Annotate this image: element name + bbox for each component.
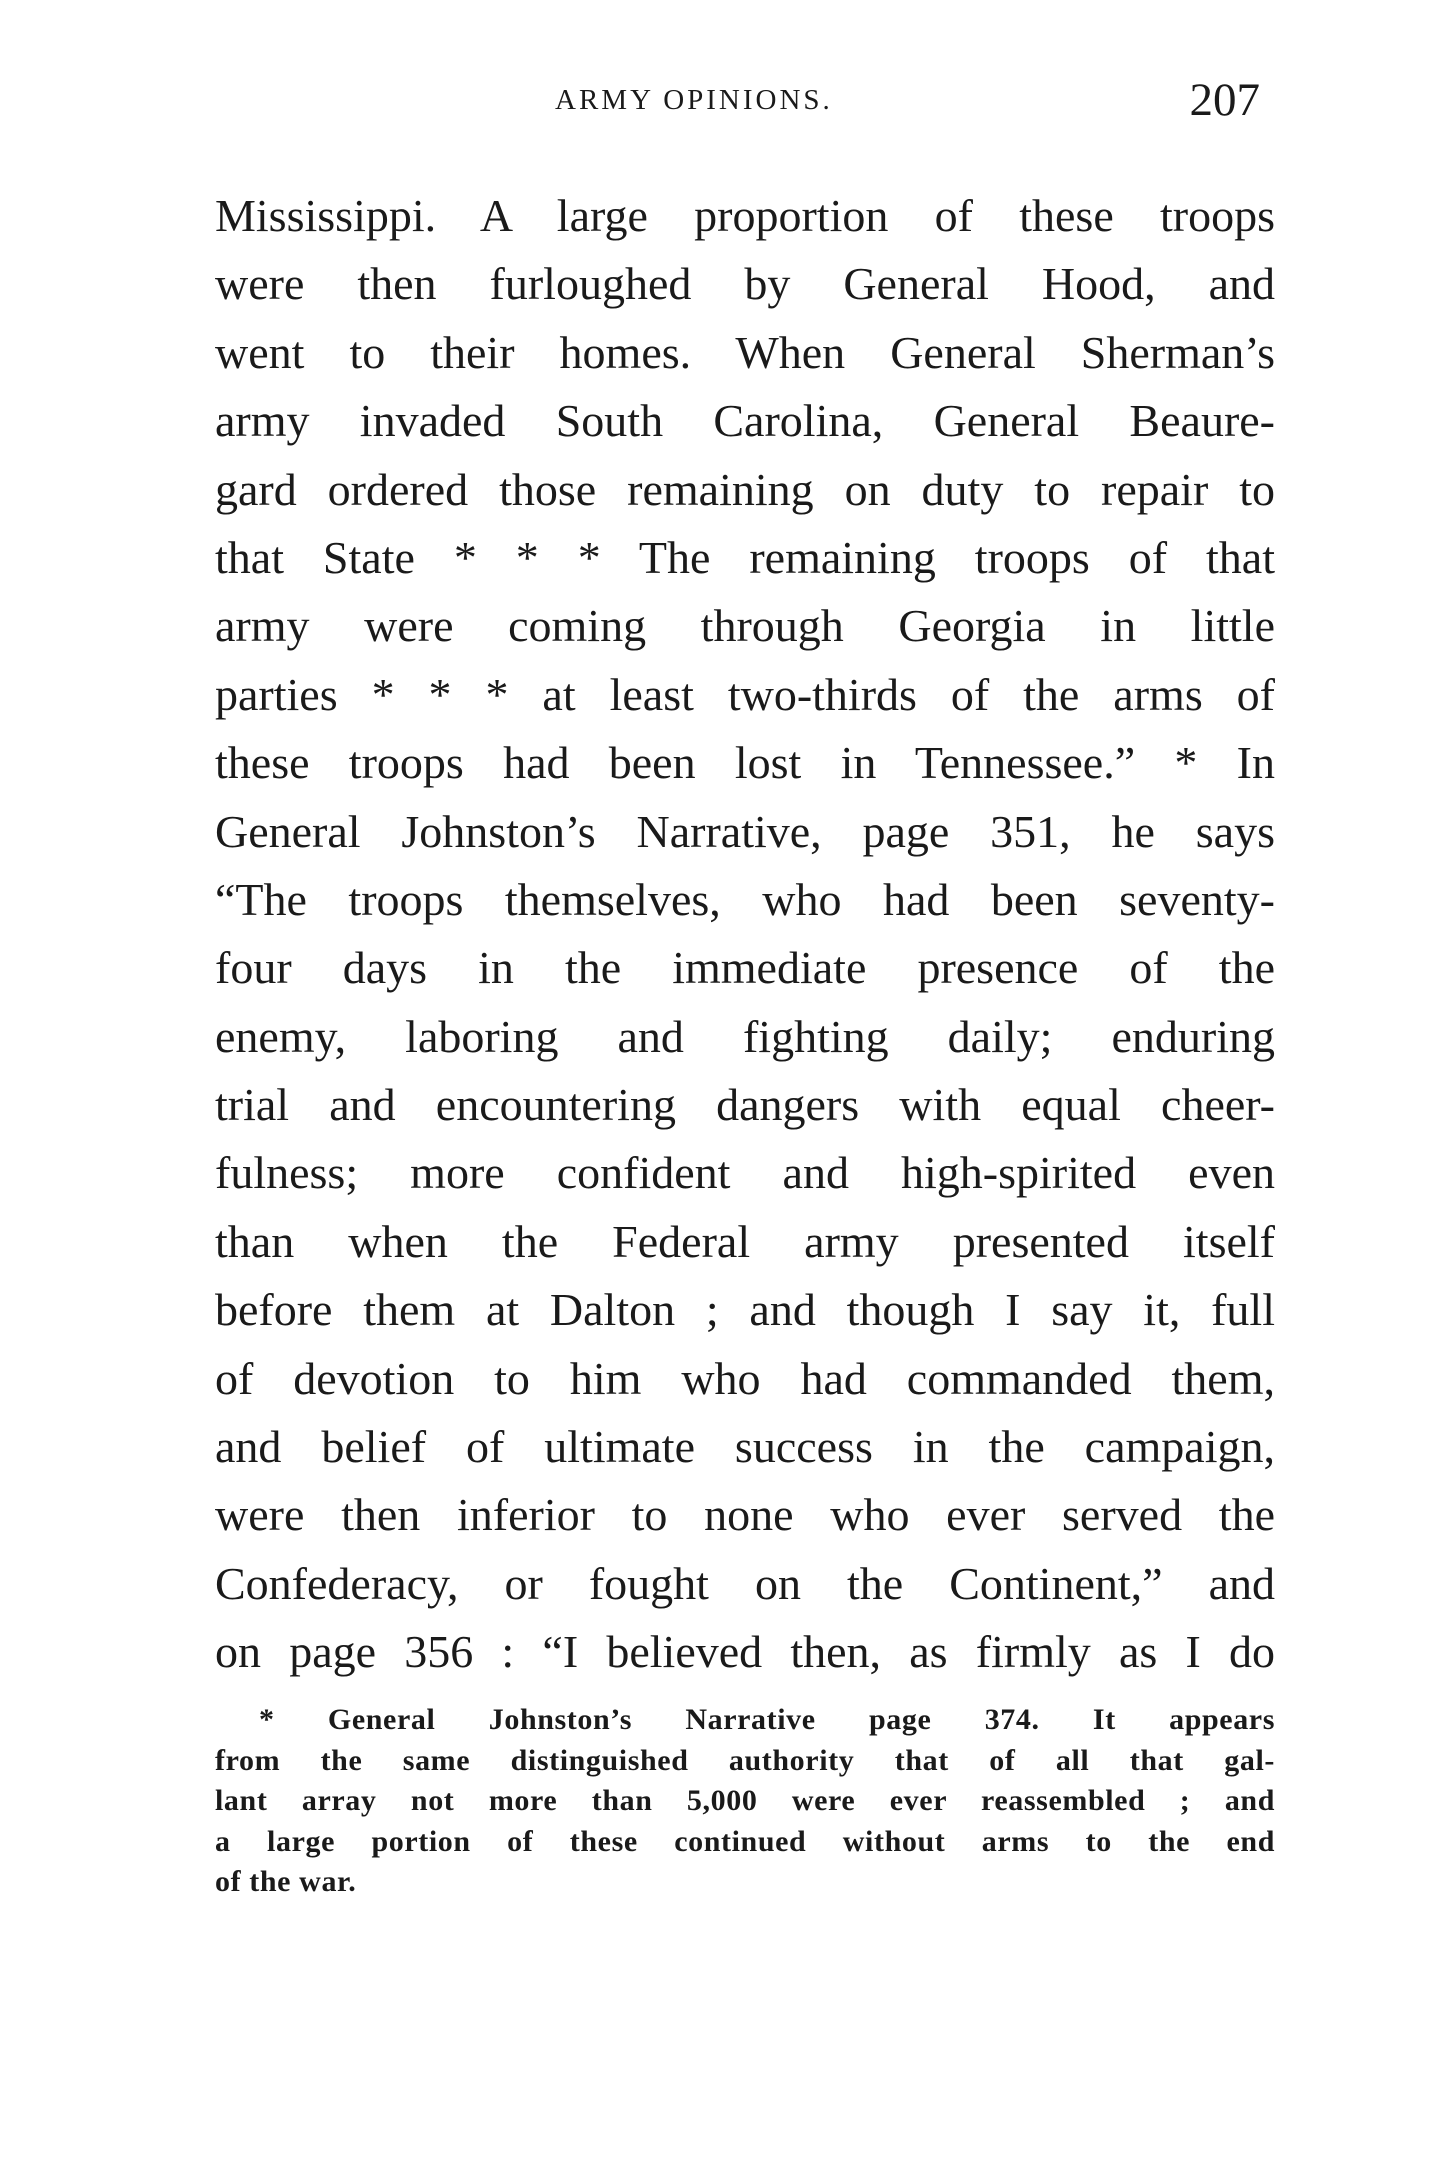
body-line: these troops had been lost in Tennessee.” * In: [215, 737, 1275, 789]
body-line: that State * * * The remaining troops of that: [215, 531, 1275, 583]
body-line: General Johnston’s Narrative, page 351, he says: [215, 805, 1275, 857]
body-line: army invaded South Carolina, General Beaure-: [215, 395, 1275, 447]
footnote-line: lant array not more than 5,000 were ever reassembled ; and: [215, 1784, 1275, 1818]
body-text: [215, 182, 1275, 1687]
body-line: on page 356 : “I believed then, as firmly as I do: [215, 1626, 1275, 1678]
running-head: ARMY OPINIONS.: [555, 84, 833, 116]
footnote-line: of the war.: [215, 1865, 357, 1899]
body-line: before them at Dalton ; and though I say it, full: [215, 1284, 1275, 1336]
body-line: fulness; more confident and high-spirited even: [215, 1147, 1275, 1199]
body-line: gard ordered those remaining on duty to repair to: [215, 463, 1275, 515]
footnote-line: from the same distinguished authority that of all that gal-: [215, 1743, 1275, 1777]
page-number: 207: [1189, 74, 1260, 126]
body-line: enemy, laboring and fighting daily; enduring: [215, 1010, 1275, 1062]
body-line: were then inferior to none who ever served the: [215, 1489, 1275, 1541]
body-line: trial and encountering dangers with equal cheer-: [215, 1079, 1275, 1131]
body-line: four days in the immediate presence of the: [215, 942, 1275, 994]
body-line: parties * * * at least two-thirds of the arms of: [215, 668, 1275, 720]
footnote-line: * General Johnston’s Narrative page 374. It appears: [259, 1703, 1275, 1736]
body-line: Mississippi. A large proportion of these troops: [215, 190, 1275, 241]
footnote-line: a large portion of these continued without arms to the end: [215, 1824, 1275, 1858]
body-line: of devotion to him who had commanded them,: [215, 1352, 1275, 1404]
body-line: Confederacy, or fought on the Continent,” and: [215, 1557, 1275, 1609]
body-line: and belief of ultimate success in the campaign,: [215, 1421, 1275, 1473]
footnote: [215, 1700, 1275, 1903]
body-line: army were coming through Georgia in little: [215, 600, 1275, 652]
body-line: “The troops themselves, who had been seventy-: [215, 873, 1275, 925]
body-line: went to their homes. When General Sherman’s: [215, 326, 1275, 378]
body-line: than when the Federal army presented itself: [215, 1215, 1275, 1267]
body-line: were then furloughed by General Hood, and: [215, 258, 1275, 310]
